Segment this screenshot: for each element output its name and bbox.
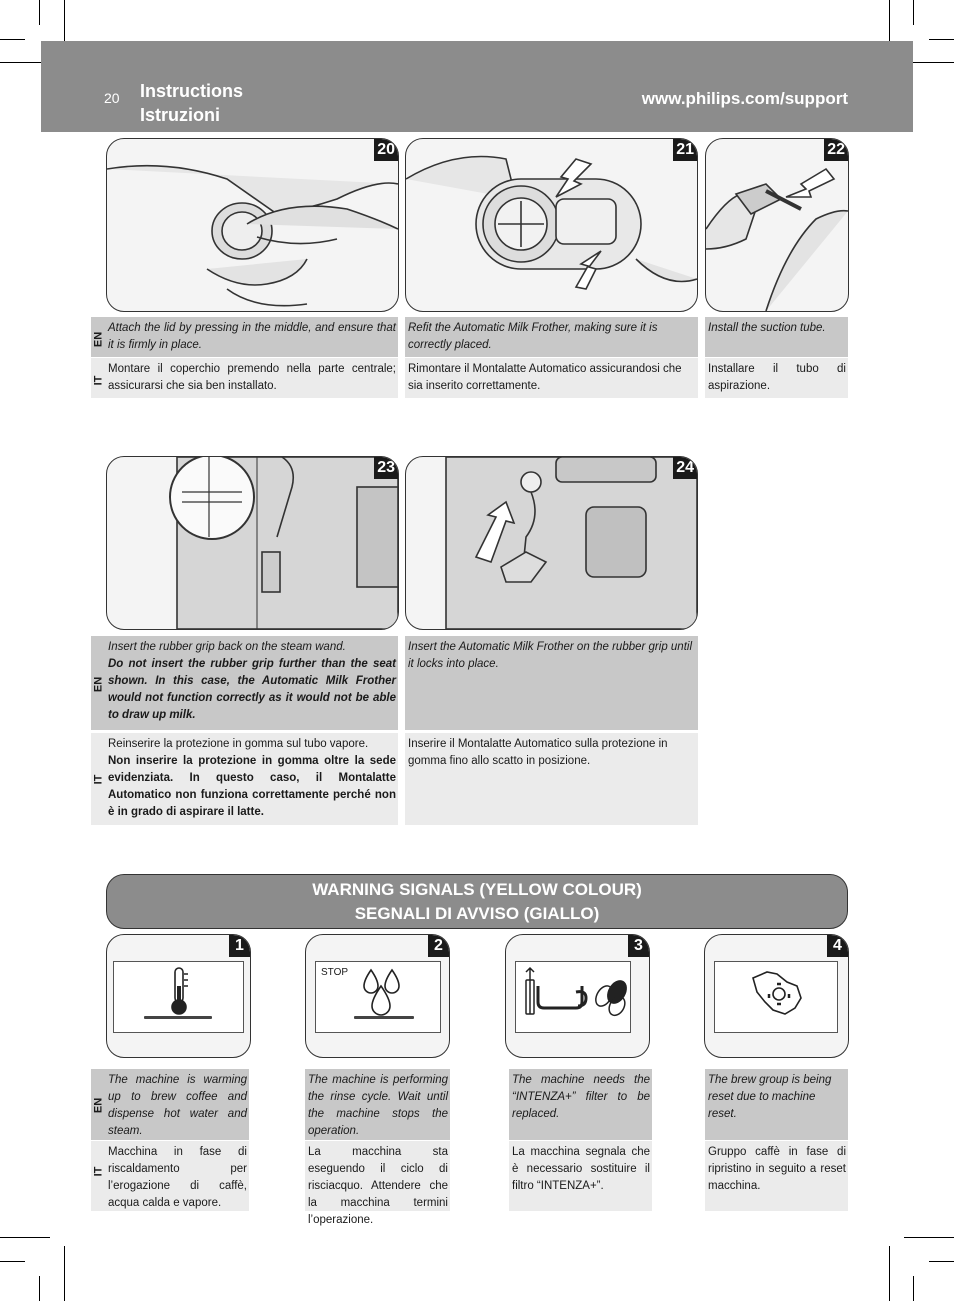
crop-mark [0, 1261, 25, 1262]
caption-text: Rimontare il Montalatte Automatico assicurandosi che sia inserito correttamente. [408, 363, 682, 392]
caption-warning-text: Do not insert the rubber grip further than the seat shown. In this case, the Automatic Milk Frother would not function correctly as it would not be able to draw up milk. [108, 658, 396, 721]
signal-3-caption-it [509, 1141, 652, 1211]
crop-mark [929, 39, 954, 40]
signal-4-caption-it [705, 1141, 848, 1211]
signal-2-caption-en [305, 1069, 450, 1140]
brew-group-reset-icon [715, 962, 837, 1032]
signal-number: 4 [827, 935, 848, 957]
page-number: 20 [104, 90, 120, 106]
caption-text: Refit the Automatic Milk Frother, making sure it is correctly placed. [408, 322, 658, 351]
step-22-caption-en [705, 317, 848, 357]
crop-mark [889, 1246, 890, 1301]
caption-text: Reinserire la protezione in gomma sul tubo vapore. [108, 738, 369, 750]
step-21-caption-en [405, 317, 698, 357]
lang-flag-en: EN [92, 1097, 105, 1114]
step-23-caption-it [91, 733, 398, 825]
stop-label: STOP [321, 967, 349, 978]
caption-text: Macchina in fase di riscaldamento per l’erogazione di caffè, acqua calda e vapore. [108, 1146, 247, 1209]
progress-bar [144, 1016, 212, 1019]
caption-text: Attach the lid by pressing in the middle, and ensure that it is firmly in place. [108, 322, 396, 351]
water-drops-icon [316, 962, 440, 1032]
warning-signal-3 [505, 934, 650, 1058]
lang-flag-it: IT [92, 774, 105, 785]
warning-title-it: SEGNALI DI AVVISO (GIALLO) [354, 904, 600, 923]
warning-signal-2 [305, 934, 450, 1058]
support-url[interactable]: www.philips.com/support [641, 89, 848, 108]
caption-text: Inserire il Montalatte Automatico sulla protezione in gomma fino allo scatto in posizione. [408, 738, 668, 767]
step-23-illustration [106, 456, 399, 630]
display-screen [315, 961, 441, 1033]
signal-1-caption-it [91, 1141, 249, 1211]
caption-text: Montare il coperchio premendo nella parte centrale; assicurarsi che sia ben installato. [108, 363, 396, 392]
crop-mark [64, 1246, 65, 1301]
step-24-caption-en [405, 636, 698, 730]
signal-3-caption-en [509, 1069, 652, 1140]
crop-mark [913, 1276, 914, 1301]
step-number: 23 [374, 457, 398, 479]
signal-number: 2 [428, 935, 449, 957]
crop-mark [929, 1261, 954, 1262]
caption-text: The machine needs the “INTENZA+” filter to be replaced. [512, 1074, 650, 1120]
signal-number: 1 [229, 935, 250, 957]
caption-text: Insert the rubber grip back on the steam wand. [108, 641, 346, 653]
warning-signal-1 [106, 934, 251, 1058]
step-22-caption-it [705, 358, 848, 398]
crop-mark [0, 1237, 50, 1238]
intenza-filter-icon [516, 962, 630, 1032]
step-number: 22 [824, 139, 848, 161]
crop-mark [39, 0, 40, 25]
caption-text: Install the suction tube. [708, 322, 826, 334]
signal-1-caption-en [91, 1069, 249, 1140]
caption-text: Insert the Automatic Milk Frother on the rubber grip until it locks into place. [408, 641, 693, 670]
title-it: Istruzioni [140, 105, 220, 125]
title-en: Instructions [140, 81, 244, 101]
warning-title-en: WARNING SIGNALS (YELLOW COLOUR) [312, 880, 642, 899]
step-number: 20 [374, 139, 398, 161]
display-screen [113, 961, 244, 1033]
warning-signals-heading [106, 874, 848, 929]
step-24-illustration [405, 456, 698, 630]
caption-warning-text: Non inserire la protezione in gomma oltre la sede evidenziata. In questo caso, il Montalatte Automatico non funziona correttamente perché non è in grado di aspirare il latte. [108, 755, 396, 818]
thermometer-icon [114, 962, 243, 1032]
step-21-caption-it [405, 358, 698, 398]
signal-number: 3 [628, 935, 649, 957]
step-20-caption-it [91, 358, 398, 398]
caption-text: La macchina segnala che è necessario sostituire il filtro “INTENZA+”. [512, 1146, 650, 1192]
caption-text: The brew group is being reset due to machine reset. [708, 1074, 832, 1120]
step-22-illustration [705, 138, 849, 312]
caption-text: The machine is performing the rinse cycle. Wait until the machine stops the operation. [308, 1074, 448, 1137]
lang-flag-en: EN [92, 331, 105, 348]
lang-flag-it: IT [92, 1166, 105, 1177]
crop-mark [913, 0, 914, 25]
display-screen [714, 961, 838, 1033]
lang-flag-en: EN [92, 676, 105, 693]
display-screen [515, 961, 631, 1033]
signal-4-caption-en [705, 1069, 848, 1140]
signal-2-caption-it [305, 1141, 450, 1226]
progress-bar [354, 1016, 414, 1019]
caption-text: The machine is warming up to brew coffee and dispense hot water and steam. [108, 1074, 247, 1137]
crop-mark [0, 39, 25, 40]
warning-signal-4 [704, 934, 849, 1058]
step-23-caption-en [91, 636, 398, 730]
step-number: 24 [673, 457, 697, 479]
lang-flag-it: IT [92, 375, 105, 386]
step-21-illustration [405, 138, 698, 312]
step-20-caption-en [91, 317, 398, 357]
page-title [140, 79, 243, 127]
step-24-caption-it [405, 733, 698, 825]
caption-text: La macchina sta eseguendo il ciclo di risciacquo. Attendere che la macchina termini l’operazione. [308, 1146, 448, 1226]
caption-text: Installare il tubo di aspirazione. [708, 363, 846, 392]
crop-mark [904, 1237, 954, 1238]
step-20-illustration [106, 138, 399, 312]
caption-text: Gruppo caffè in fase di ripristino in seguito a reset macchina. [708, 1146, 846, 1192]
step-number: 21 [673, 139, 697, 161]
crop-mark [39, 1276, 40, 1301]
